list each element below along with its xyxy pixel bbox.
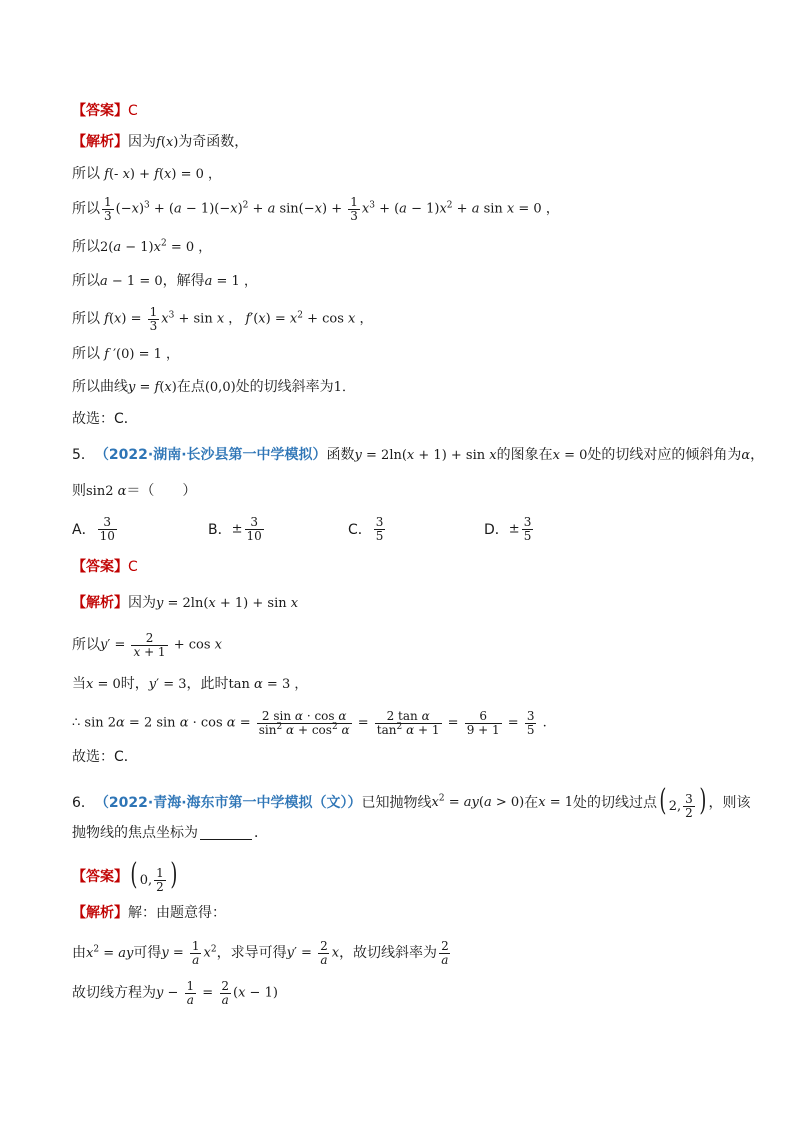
- text: 所以曲线: [72, 379, 128, 395]
- question-source: （2022·青海·海东市第一中学模拟（文））: [94, 794, 362, 811]
- q5-analysis-line: [72, 596, 298, 610]
- math-alpha: α: [741, 447, 751, 463]
- q6-analysis-line: [72, 906, 226, 920]
- text: 解：由题意得：: [128, 905, 226, 921]
- q4-line-6: [72, 274, 257, 288]
- math-fx: f(x): [156, 134, 179, 150]
- text: ，求导可得: [216, 945, 287, 962]
- q6-line-3: [72, 940, 453, 966]
- option-label: A．: [72, 522, 96, 539]
- option-b[interactable]: [208, 516, 266, 542]
- math-expr: a − 1 = 0: [100, 273, 163, 289]
- text: 1．: [333, 379, 355, 395]
- q4-line-4: [72, 196, 559, 222]
- text: 在: [524, 794, 539, 811]
- answer-label: 【答案】: [72, 868, 128, 885]
- text: 所以: [72, 311, 100, 328]
- text: ．: [254, 825, 268, 841]
- q5-line-5: [72, 710, 547, 736]
- text: 则: [72, 483, 86, 499]
- text: ，解得: [162, 273, 205, 289]
- q4-answer-value: C: [128, 103, 138, 119]
- q6-answer-value: ( 0, $\frac{1}{2}$ ): [130, 857, 178, 894]
- math-expr: ∴ sin 2α = 2 sin α · cos α = $\frac{\text{2 sin α · cos α}}{\sin^2 \alpha + \cos^2 \alpha}$ = $\frac{\text{2 tan α}}{\tan^2 \alpha + 1}$ = $\frac{6}{9 + 1}$ = $\frac{3}{5}$ .: [72, 709, 547, 737]
- math-expr: y = 2ln(x + 1) + sin x: [156, 595, 299, 611]
- q5-line-4: [72, 677, 307, 691]
- option-label: D．: [484, 522, 509, 539]
- math-point: ( 2, $\frac{3}{2}$ ): [659, 783, 707, 820]
- text: 在点: [176, 379, 205, 395]
- option-label: C．: [348, 522, 372, 539]
- math-expr: y = 2ln(x + 1) + sin x: [354, 447, 497, 463]
- option-value: $\frac{3}{10}$: [99, 515, 115, 543]
- text: 所以: [72, 346, 100, 362]
- text: 故切线方程为: [72, 985, 156, 1002]
- q5-stem-line2: [72, 484, 196, 498]
- q4-analysis-line: [72, 135, 248, 149]
- text: 因为: [128, 595, 156, 611]
- text: 所以: [72, 166, 100, 182]
- math-expr: f(x) = $\frac{1}{3}$ $x^3 + \sin x$ ， $f'(x) = x^2 + \cos x$ ，: [104, 305, 373, 333]
- math-expr: $\frac{2}{a}$: [441, 939, 449, 967]
- analysis-label: 【解析】: [72, 905, 128, 921]
- text: 处的切线过点: [573, 794, 658, 811]
- text: 由: [72, 945, 86, 962]
- option-c[interactable]: [348, 516, 387, 542]
- option-d[interactable]: [484, 516, 535, 542]
- math-expr: y − $\frac{1}{a}$ = $\frac{2}{a}$ (x − 1): [156, 979, 278, 1007]
- option-value: $\frac{3}{5}$: [375, 515, 384, 543]
- question-source: （2022·湖南·长沙县第一中学模拟）: [94, 447, 327, 463]
- q4-line-9: [72, 380, 355, 394]
- text: 函数: [326, 447, 355, 463]
- q5-choose: [72, 750, 138, 764]
- math-expr: (0,0): [204, 379, 236, 395]
- q4-line-8: [72, 347, 179, 361]
- math-expr: y = $\frac{1}{a}$ $x^2$: [161, 939, 217, 967]
- text: ，故切线斜率为: [339, 945, 438, 962]
- text: 故选：C．: [72, 411, 138, 427]
- text: 为奇函数，: [178, 134, 249, 150]
- math-expr: a = 1 ，: [204, 273, 257, 289]
- math-expr: f ′(0) = 1 ，: [104, 346, 180, 362]
- math-expr: sin2 α: [86, 483, 127, 499]
- q6-stem-line1: [72, 783, 751, 820]
- math-expr: y′ = $\frac{2}{x + 1}$ + cos x: [100, 631, 222, 659]
- option-value: ± $\frac{3}{10}$: [231, 515, 262, 543]
- question-number: 6．: [72, 794, 95, 811]
- text: 所以: [72, 201, 100, 218]
- text: ，则该: [708, 794, 751, 811]
- text: 时，: [120, 676, 149, 692]
- option-a[interactable]: [72, 516, 119, 542]
- text: 故选：C．: [72, 749, 138, 765]
- text: 抛物线的焦点坐标为: [72, 825, 198, 841]
- q6-answer-line: [72, 857, 179, 894]
- q5-answer-value: C: [128, 559, 138, 575]
- answer-blank[interactable]: [200, 827, 252, 840]
- option-value: ± $\frac{3}{5}$: [508, 515, 532, 543]
- text: 处的切线斜率为: [235, 379, 334, 395]
- text: 所以: [72, 239, 100, 255]
- text: 处的切线对应的倾斜角为: [587, 447, 742, 463]
- math-expr: $x^2$ = ay: [86, 944, 134, 961]
- q6-stem-line2: [72, 826, 268, 840]
- q4-line-3: [72, 167, 221, 181]
- math-expr: y′ = 3: [148, 676, 187, 692]
- q6-line-4: [72, 980, 278, 1006]
- math-expr: y′ = $\frac{2}{a}$ x: [286, 939, 340, 967]
- math-expr: x = 0: [552, 447, 588, 463]
- math-expr: tan α = 3 ，: [228, 676, 308, 692]
- math-expr: $2(a - 1)x^2 = 0$ ，: [100, 238, 212, 255]
- q5-options: [72, 512, 732, 552]
- math-expr: $\frac{1}{3}$ $(-x)^3 + (a - 1)(-x)^2 + a$ sin(−x) + $\frac{1}{3}$ $x^3 + (a - 1)x^2 + a$ sin x = 0 ，: [104, 195, 559, 223]
- text: 已知抛物线: [361, 794, 432, 811]
- q5-answer-line: [72, 560, 138, 574]
- text: 可得: [133, 945, 162, 962]
- option-label: B．: [208, 522, 232, 539]
- q5-line-3: [72, 632, 222, 658]
- text: 的图象在: [496, 447, 553, 463]
- q4-line-7: [72, 306, 373, 332]
- math-expr: f(- x) + f(x) = 0 ，: [104, 166, 222, 182]
- q4-choose: [72, 412, 138, 426]
- text: ＝（ ）: [126, 483, 197, 499]
- answer-label: 【答案】: [72, 103, 128, 119]
- analysis-label: 【解析】: [72, 595, 128, 611]
- math-expr: $x^2 = ay(a > 0)$: [431, 793, 525, 811]
- math-expr: y = f(x): [128, 379, 177, 395]
- q5-stem-line1: [72, 448, 764, 462]
- q4-line-5: [72, 240, 211, 254]
- math-expr: x = 1: [538, 795, 574, 811]
- question-number: 5．: [72, 447, 95, 463]
- text: 因为: [128, 134, 156, 150]
- text: 所以: [72, 273, 100, 289]
- answer-label: 【答案】: [72, 559, 128, 575]
- analysis-label: 【解析】: [72, 134, 128, 150]
- text: ，: [750, 447, 765, 463]
- q4-answer-line: [72, 104, 138, 118]
- text: 所以: [72, 637, 100, 654]
- text: 当: [72, 676, 86, 692]
- text: ，此时: [186, 676, 229, 692]
- math-expr: x = 0: [86, 676, 121, 692]
